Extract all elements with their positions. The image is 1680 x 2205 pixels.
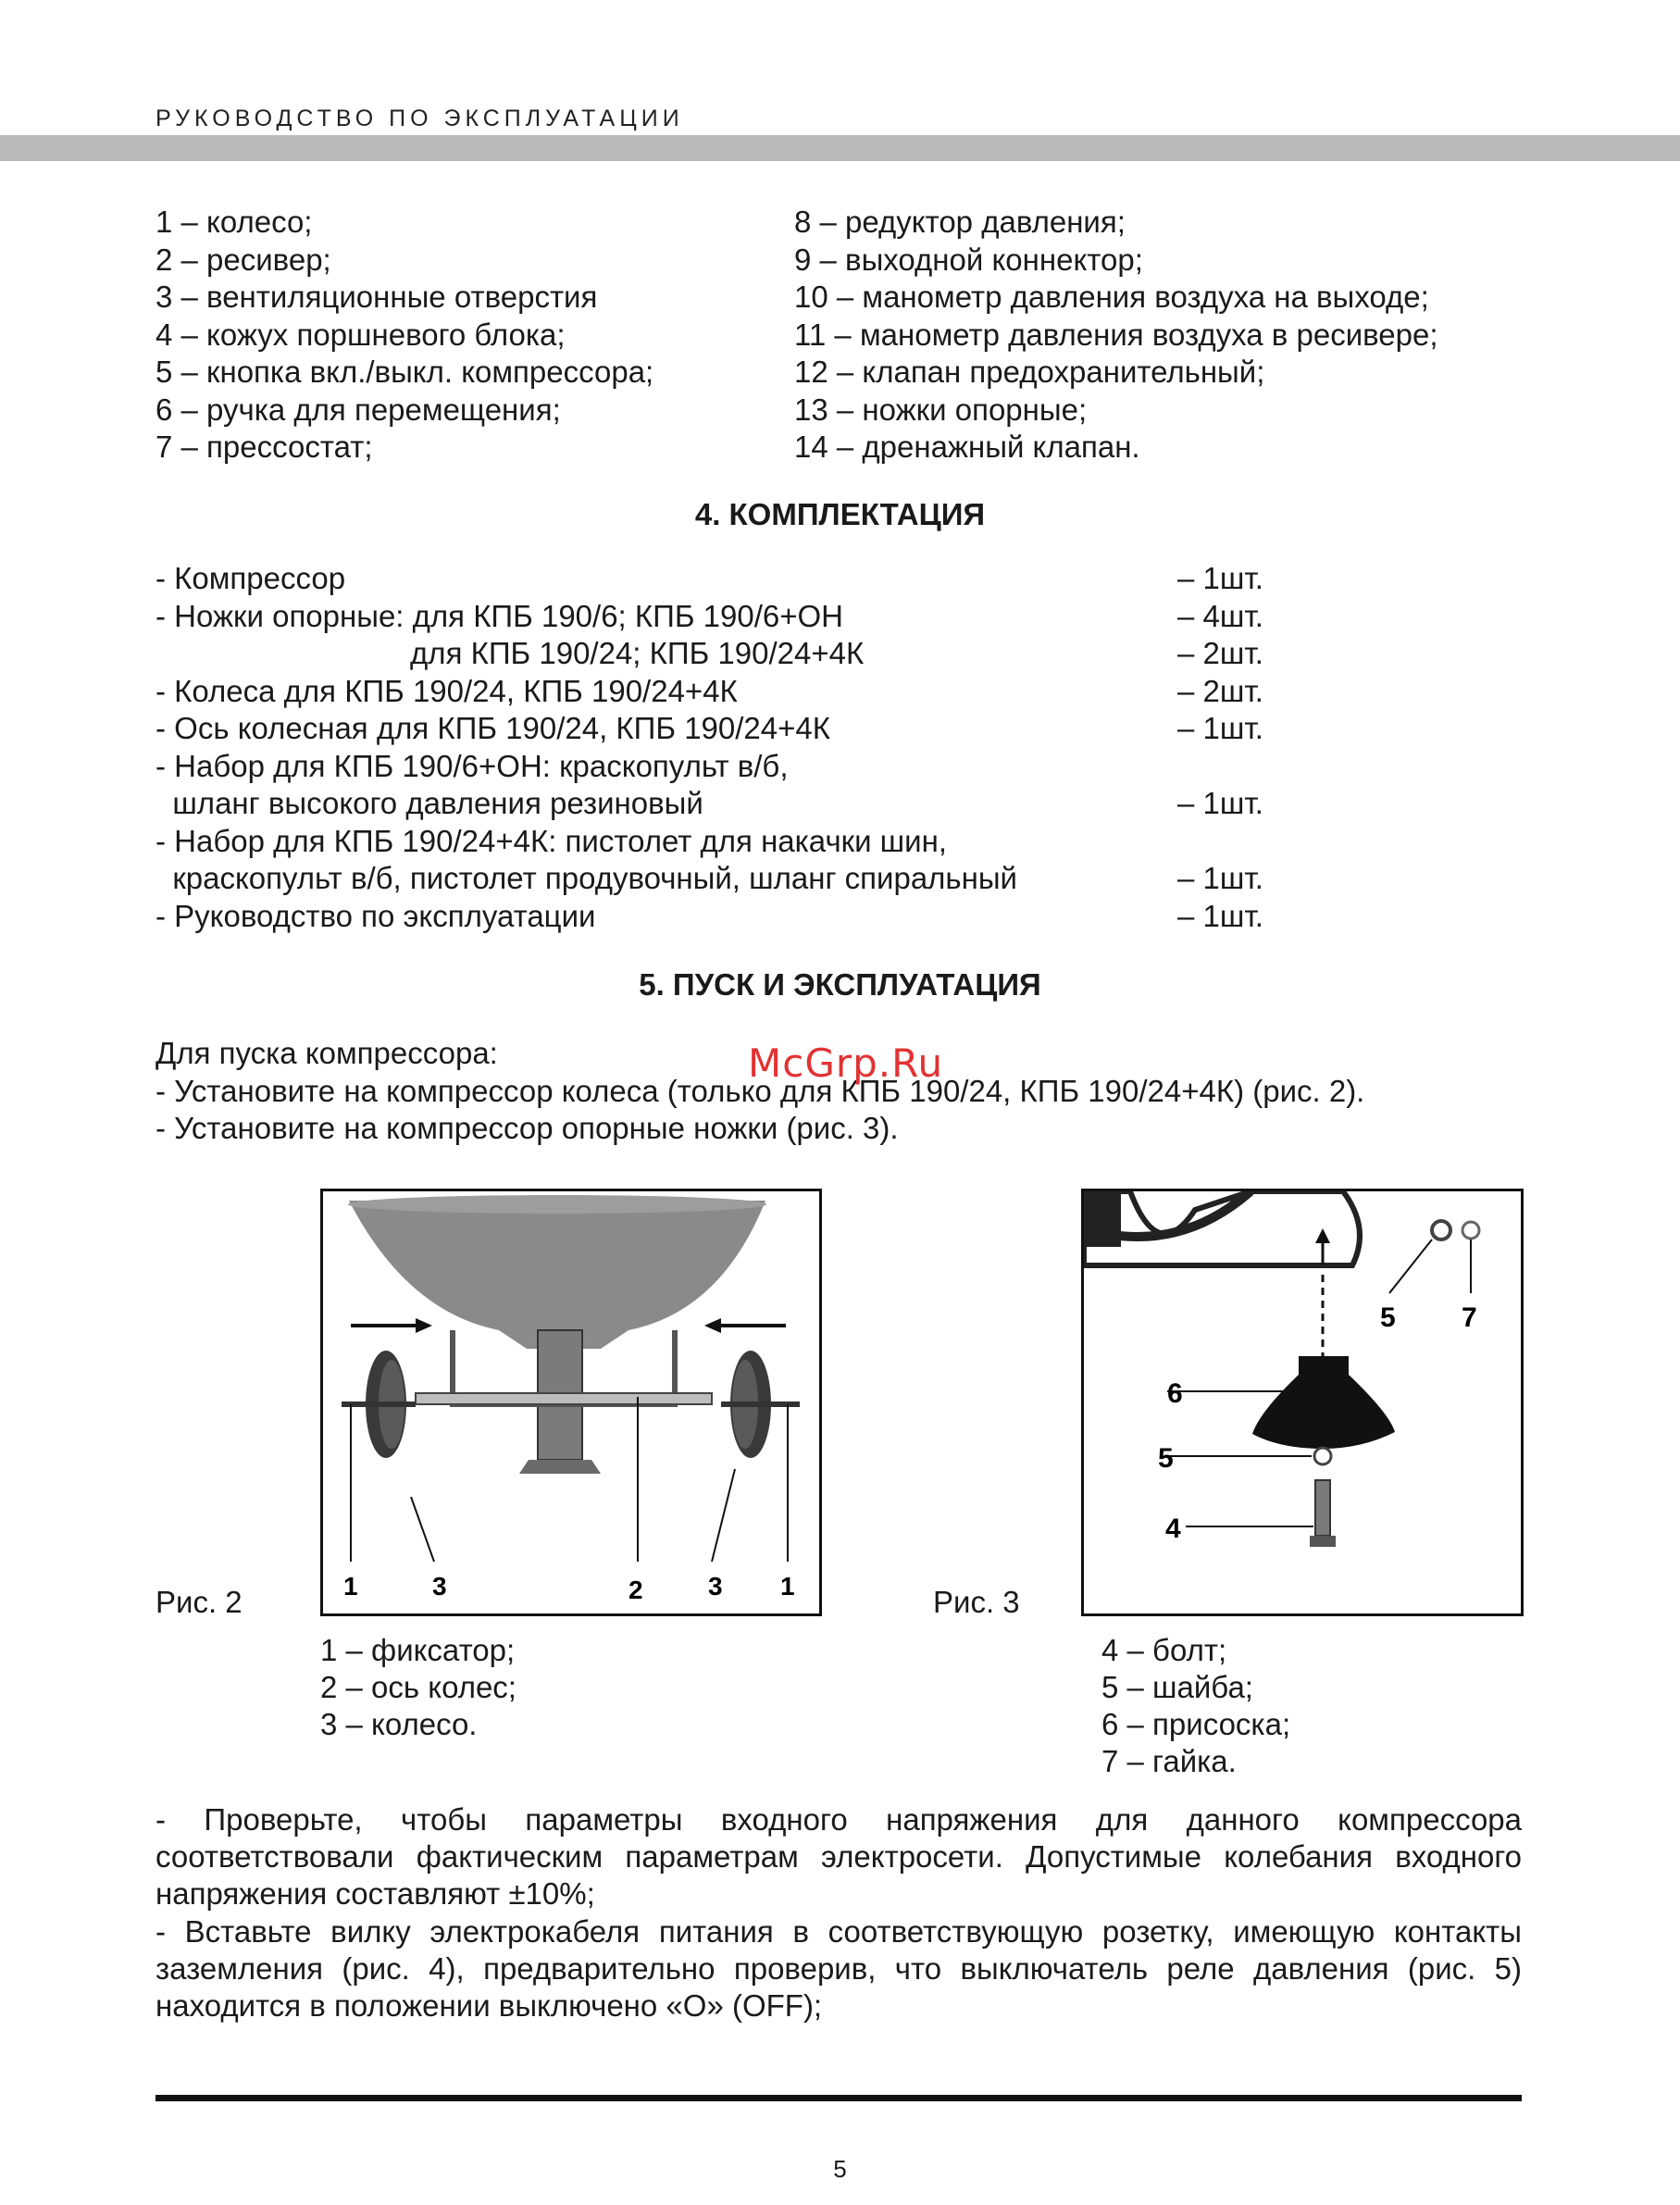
legend-item: 5 – кнопка вкл./выкл. компрессора; (156, 355, 654, 389)
header-bar (0, 135, 1680, 161)
fig2-label: 1 (780, 1572, 795, 1601)
fig2-label: 1 (343, 1572, 358, 1601)
kit-item: для КПБ 190/24; КПБ 190/24+4К (156, 636, 865, 670)
paragraph-voltage-check: - Проверьте, чтобы параметры входного напряжения для данного компрессора соответствовали фактическим параметрам электросети. Допустимые колебания входного напряжения составляют ±10%; (156, 1802, 1522, 1911)
legend-item: 7 – прессостат; (156, 430, 373, 464)
intro-line: Для пуска компрессора: (156, 1036, 498, 1070)
kit-item: - Компрессор (156, 561, 346, 595)
kit-qty: – 2шт. (1177, 636, 1263, 670)
kit-row (156, 560, 1285, 598)
instruction-line: - Установите на компрессор опорные ножки (рис. 3). (156, 1111, 899, 1145)
fig3-label: 6 (1167, 1378, 1183, 1409)
fig3-label: 4 (1165, 1514, 1181, 1544)
legend-item: 9 – выходной коннектор; (794, 242, 1143, 277)
section-4-title: 4. КОМПЛЕКТАЦИЯ (694, 497, 986, 531)
kit-list (156, 560, 1285, 935)
fig2-caption: Рис. 2 (156, 1585, 243, 1619)
legend-item: 12 – клапан предохранительный; (794, 355, 1265, 389)
parts-legend-left (156, 204, 653, 467)
fig3-legend-item: 6 – присоска; (1101, 1707, 1291, 1741)
kit-row (156, 785, 1285, 823)
kit-row (156, 898, 1285, 936)
running-header: РУКОВОДСТВО ПО ЭКСПЛУАТАЦИИ (156, 106, 684, 131)
kit-row (156, 823, 1285, 861)
kit-item: - Ось колесная для КПБ 190/24, КПБ 190/24+4К (156, 711, 830, 745)
figure-2 (320, 1189, 822, 1616)
fig2-label: 3 (708, 1572, 723, 1601)
kit-qty: – 1шт. (1177, 861, 1263, 895)
instruction-line: - Установите на компрессор колеса (только для КПБ 190/24, КПБ 190/24+4К) (рис. 2). (156, 1073, 1365, 1108)
kit-item: - Колеса для КПБ 190/24, КПБ 190/24+4К (156, 673, 738, 708)
wheel-assembly-drawing (323, 1191, 819, 1613)
footer-rule (156, 2095, 1522, 2101)
fig3-legend (1101, 1632, 1290, 1780)
fig3-label: 7 (1462, 1302, 1477, 1333)
fig2-legend-item: 3 – колесо. (320, 1707, 478, 1741)
paragraph-plug-in: - Вставьте вилку электрокабеля питания в соответствующую розетку, имеющую контакты заземления (рис. 4), предварительно проверив, что выключатель реле давления (рис. 5) находится в положении выключено «О» (OFF); (156, 1914, 1522, 2023)
legend-item: 11 – манометр давления воздуха в ресивере; (794, 317, 1438, 352)
kit-item: - Ножки опорные: для КПБ 190/6; КПБ 190/6+ОН (156, 598, 843, 633)
parts-legend-right (794, 204, 1438, 467)
legend-item: 8 – редуктор давления; (794, 205, 1126, 239)
watermark: McGrp.Ru (748, 1040, 944, 1086)
kit-row (156, 598, 1285, 636)
legend-item: 10 – манометр давления воздуха на выходе; (794, 280, 1429, 314)
fig3-caption: Рис. 3 (933, 1585, 1020, 1619)
foot-assembly-drawing (1084, 1191, 1521, 1613)
figure-3 (1081, 1189, 1524, 1616)
kit-item: - Набор для КПБ 190/6+ОН: краскопульт в/б, (156, 748, 789, 783)
fig2-legend (320, 1632, 516, 1743)
kit-item: - Руководство по эксплуатации (156, 898, 596, 933)
fig2-legend-item: 2 – ось колес; (320, 1670, 516, 1704)
legend-item: 4 – кожух поршневого блока; (156, 317, 566, 352)
fig3-label: 5 (1380, 1302, 1396, 1333)
legend-item: 1 – колесо; (156, 205, 313, 239)
kit-qty: – 1шт. (1177, 786, 1263, 820)
kit-item: - Набор для КПБ 190/24+4К: пистолет для накачки шин, (156, 823, 947, 858)
legend-item: 6 – ручка для перемещения; (156, 392, 561, 427)
kit-row (156, 710, 1285, 748)
section-5-title: 5. ПУСК И ЭКСПЛУАТАЦИЯ (639, 967, 1041, 1002)
kit-row (156, 748, 1285, 786)
kit-qty: – 1шт. (1177, 711, 1263, 745)
fig2-legend-item: 1 – фиксатор; (320, 1633, 516, 1667)
legend-item: 13 – ножки опорные; (794, 392, 1088, 427)
kit-item: шланг высокого давления резиновый (156, 786, 703, 820)
kit-qty: – 1шт. (1177, 561, 1263, 595)
kit-item: краскопульт в/б, пистолет продувочный, шланг спиральный (156, 861, 1017, 895)
legend-item: 14 – дренажный клапан. (794, 430, 1140, 464)
fig2-label: 2 (628, 1576, 643, 1604)
page-number: 5 (833, 2155, 847, 2183)
kit-row (156, 635, 1285, 673)
fig3-legend-item: 7 – гайка. (1101, 1744, 1237, 1778)
kit-qty: – 1шт. (1177, 898, 1263, 933)
kit-row (156, 860, 1285, 898)
fig2-label: 3 (432, 1572, 447, 1601)
legend-item: 2 – ресивер; (156, 242, 331, 277)
fig3-legend-item: 4 – болт; (1101, 1633, 1227, 1667)
fig3-label: 5 (1158, 1443, 1174, 1474)
kit-qty: – 2шт. (1177, 673, 1263, 708)
fig3-legend-item: 5 – шайба; (1101, 1670, 1253, 1704)
kit-row (156, 673, 1285, 711)
legend-item: 3 – вентиляционные отверстия (156, 280, 598, 314)
kit-qty: – 4шт. (1177, 598, 1263, 633)
